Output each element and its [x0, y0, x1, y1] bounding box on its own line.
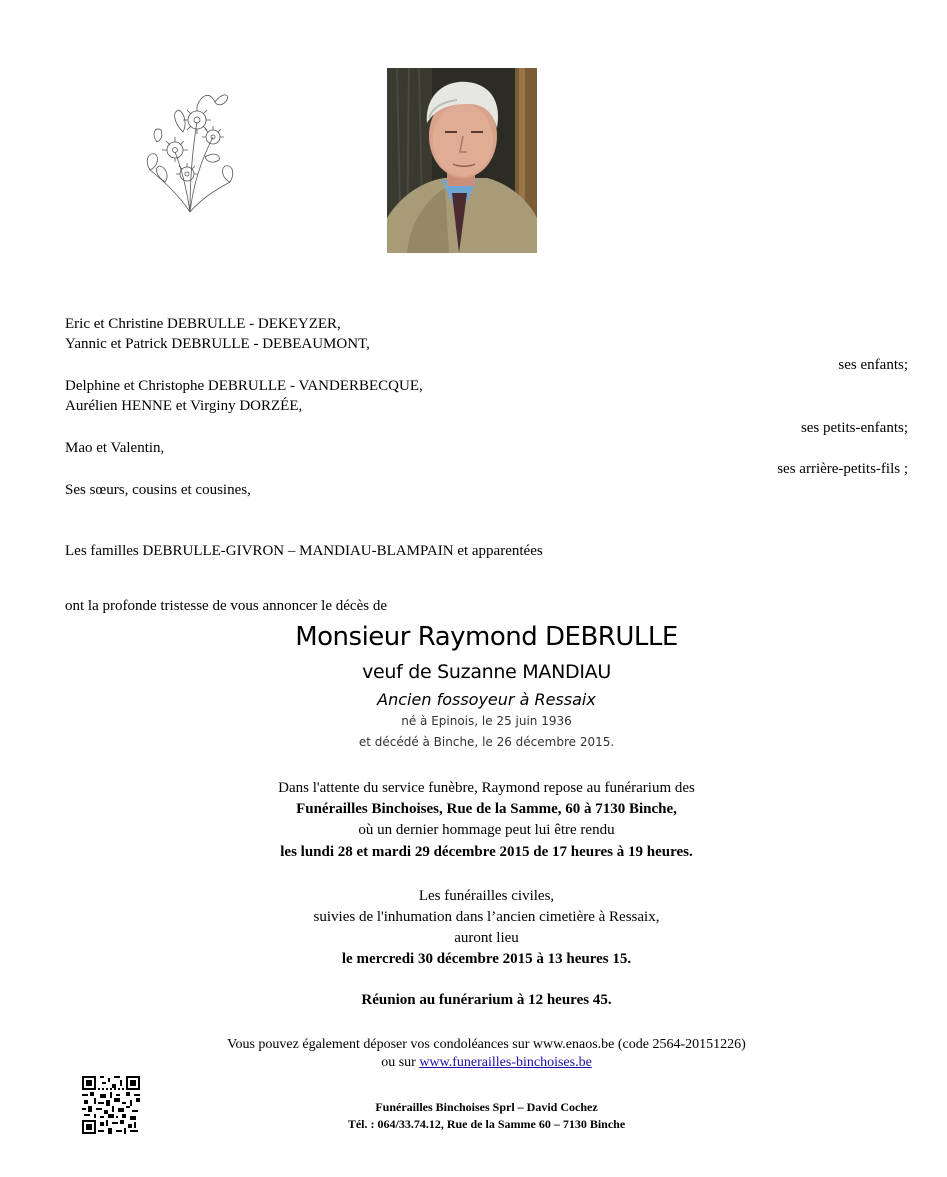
footer-company: Funérailles Binchoises Sprl – David Cochez: [375, 1100, 598, 1114]
viewing-line-1: Dans l'attente du service funèbre, Raymond repose au funérarium des: [278, 780, 695, 796]
deceased-born: né à Epinois, le 25 juin 1936: [401, 714, 572, 728]
funeral-line-2: suivies de l'inhumation dans l’ancien cimetière à Ressaix,: [313, 909, 660, 925]
children-line-1: Eric et Christine DEBRULLE - DEKEYZER,: [65, 316, 341, 332]
viewing-line-2: Funérailles Binchoises, Rue de la Samme, 60 à 7130 Binche,: [296, 801, 677, 817]
deceased-died: et décédé à Binche, le 26 décembre 2015.: [358, 735, 615, 749]
great-grandchildren-role: ses arrière-petits-fils ;: [777, 461, 908, 477]
meeting-line: Réunion au funérarium à 12 heures 45.: [361, 992, 612, 1008]
deceased-widower: veuf de Suzanne MANDIAU: [362, 661, 611, 683]
grandchildren-role: ses petits-enfants;: [800, 420, 908, 436]
funerailles-website-link[interactable]: www.funerailles-binchoises.be: [419, 1055, 592, 1070]
announce-line: ont la profonde tristesse de vous annoncer le décès de: [65, 598, 387, 614]
siblings-line: Ses sœurs, cousins et cousines,: [65, 482, 251, 498]
condolences-prefix: ou sur: [381, 1055, 420, 1070]
great-grandchildren-line: Mao et Valentin,: [65, 440, 165, 456]
funeral-line-1: Les funérailles civiles,: [418, 888, 555, 904]
grandchildren-line-2: Aurélien HENNE et Virginy DORZÉE,: [65, 398, 303, 414]
condolences-line-2: [0, 1054, 947, 1072]
deceased-occupation: Ancien fossoyeur à Ressaix: [377, 690, 596, 709]
children-line-2: Yannic et Patrick DEBRULLE - DEBEAUMONT,: [65, 336, 370, 352]
funeral-line-4: le mercredi 30 décembre 2015 à 13 heures 15.: [341, 951, 632, 967]
grandchildren-line-1: Delphine et Christophe DEBRULLE - VANDERBECQUE,: [65, 378, 423, 394]
viewing-line-4: les lundi 28 et mardi 29 décembre 2015 de 17 heures à 19 heures.: [280, 844, 693, 860]
viewing-line-3: où un dernier hommage peut lui être rendu: [358, 822, 615, 838]
families-line: Les familles DEBRULLE-GIVRON – MANDIAU-BLAMPAIN et apparentées: [65, 543, 543, 559]
condolences-line-1: Vous pouvez également déposer vos condoléances sur www.enaos.be (code 2564-20151226): [227, 1037, 746, 1052]
funeral-line-3: auront lieu: [454, 930, 519, 946]
footer-contact: Tél. : 064/33.74.12, Rue de la Samme 60 – 7130 Binche: [347, 1117, 626, 1131]
deceased-name: Monsieur Raymond DEBRULLE: [295, 622, 678, 652]
portrait-photo: [387, 68, 537, 253]
children-role: ses enfants;: [838, 357, 908, 373]
flower-bouquet-icon: [135, 82, 240, 217]
